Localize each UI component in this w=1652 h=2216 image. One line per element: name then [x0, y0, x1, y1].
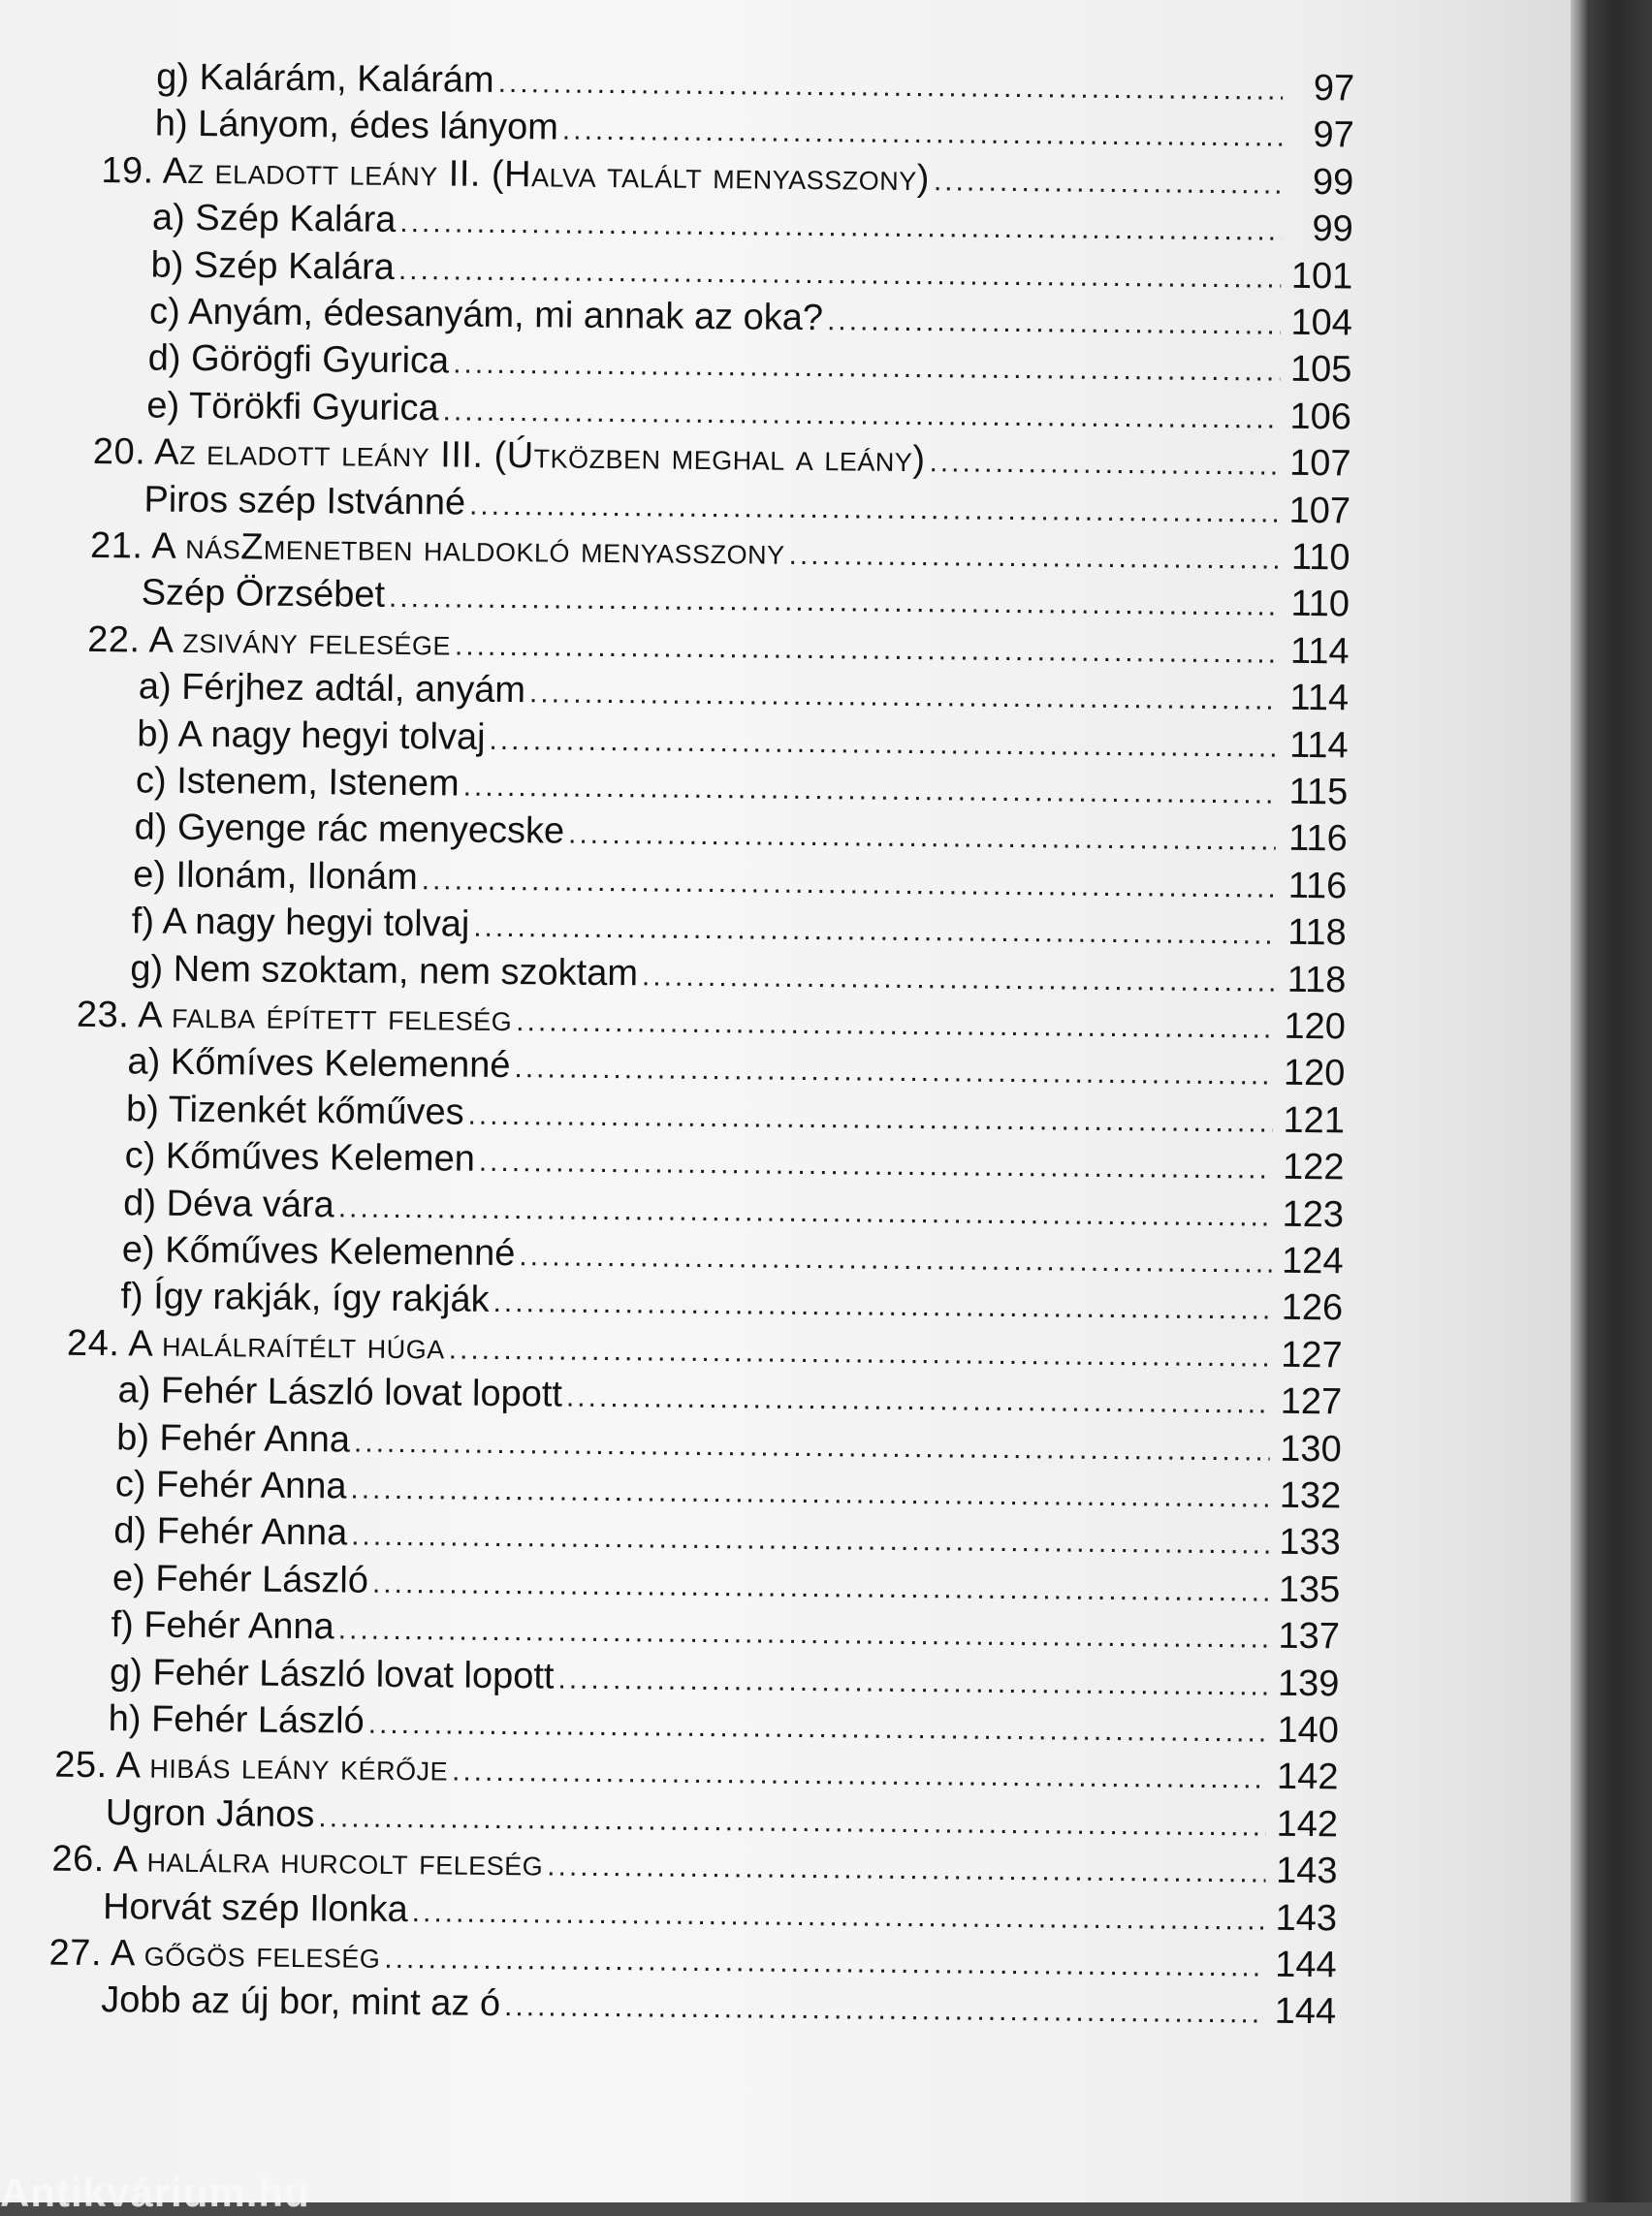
- toc-entry-title: [115, 1460, 347, 1510]
- toc-page-number: 121: [1283, 1099, 1346, 1142]
- toc-entry-text: Az eladott leány II. (Halva talált menyasszony): [162, 150, 931, 200]
- toc-page-number: 99: [1312, 208, 1353, 250]
- toc-entry-number: 26.: [51, 1838, 106, 1881]
- toc-entry-text: Horvát szép Ilonka: [102, 1885, 408, 1930]
- toc-entry-text: e) Törökfi Gyurica: [146, 385, 439, 429]
- toc-entry-number: 27.: [48, 1932, 103, 1975]
- toc-entry-title: [111, 1600, 334, 1651]
- toc-page-number: 135: [1278, 1568, 1341, 1611]
- toc-entry-title: [136, 756, 460, 807]
- toc-entry-title: [152, 194, 397, 244]
- toc-page-number: 110: [1290, 584, 1350, 625]
- toc-entry-text: h) Fehér László: [108, 1698, 365, 1742]
- toc-page-number: 120: [1283, 1053, 1346, 1094]
- toc-entry-text: A zsivány felesége: [148, 619, 452, 664]
- toc-page-number: 124: [1281, 1240, 1344, 1282]
- toc-entry-number: 25.: [54, 1745, 108, 1787]
- toc-entry-title: [148, 334, 450, 386]
- toc-page-number: 127: [1281, 1334, 1343, 1377]
- toc-entry-text: c) Fehér Anna: [114, 1464, 347, 1507]
- toc-page-number: 137: [1278, 1615, 1341, 1658]
- toc-entry-number: 20.: [92, 431, 146, 473]
- toc-entry-title: [123, 1179, 334, 1229]
- toc-entry-number: 21.: [89, 524, 143, 567]
- toc-page-number: 140: [1277, 1709, 1340, 1752]
- toc-entry-title: [54, 1741, 448, 1793]
- toc-entry-title: [134, 804, 564, 856]
- toc-page-number: 107: [1288, 490, 1351, 531]
- toc-page-number: 116: [1287, 865, 1348, 907]
- toc-entry-text: f) Fehér Anna: [111, 1604, 334, 1648]
- toc-entry-title: [101, 1976, 500, 2028]
- toc-entry-title: [150, 240, 395, 291]
- toc-entry-title: [156, 53, 494, 105]
- toc-page-number: 115: [1288, 771, 1349, 813]
- toc-entry-title: [120, 1273, 490, 1325]
- toc-entry-title: [113, 1507, 347, 1558]
- toc-page-number: 142: [1276, 1757, 1339, 1798]
- toc-page-number: 130: [1280, 1428, 1342, 1470]
- toc-entry-text: e) Ilonám, Ilonám: [132, 854, 418, 898]
- toc-entry-text: e) Fehér László: [111, 1557, 369, 1601]
- toc-entry-title: [117, 1366, 562, 1418]
- toc-entry-text: h) Lányom, édes lányom: [154, 103, 559, 148]
- toc-entry-title: [126, 1085, 464, 1136]
- toc-page-number: 143: [1275, 1850, 1338, 1892]
- toc-page-number: 114: [1289, 630, 1350, 673]
- toc-entry-title: [108, 1694, 364, 1746]
- toc-entry-title: [143, 475, 465, 526]
- toc-entry-title: [110, 1648, 555, 1700]
- toc-entry-text: Piros szép Istvánné: [143, 479, 466, 523]
- toc-entry-text: Az eladott leány III. (Útközben meghal a leány): [154, 431, 926, 481]
- toc-page-number: 104: [1290, 301, 1353, 344]
- toc-entry-title: [67, 1319, 445, 1372]
- toc-entry-text: b) Tizenkét kőműves: [125, 1089, 464, 1133]
- toc-entry-text: b) Szép Kalára: [150, 244, 396, 288]
- toc-page-number: 106: [1289, 396, 1352, 438]
- toc-entry-text: b) A nagy hegyi tolvaj: [137, 712, 486, 758]
- toc-page-number: 123: [1282, 1193, 1345, 1235]
- toc-page-number: 116: [1287, 818, 1348, 860]
- toc-page-number: 101: [1290, 255, 1353, 297]
- toc-entry-text: c) Istenem, Istenem: [135, 760, 460, 805]
- toc-page-number: 126: [1281, 1287, 1344, 1329]
- toc-entry-number: 24.: [66, 1322, 120, 1365]
- toc-entry-text: Ugron János: [105, 1791, 315, 1835]
- toc-entry-title: [130, 944, 638, 997]
- toc-entry-text: f) Így rakják, így rakják: [120, 1276, 490, 1321]
- toc-entry-text: c) Kőműves Kelemen: [124, 1135, 476, 1180]
- toc-entry-title: [106, 1789, 315, 1839]
- toc-entry-text: A násZmenetben haldokló menyasszony: [151, 525, 785, 573]
- toc-entry-text: A hibás leány kérője: [115, 1745, 449, 1789]
- toc-page-number: 144: [1274, 1991, 1337, 2033]
- toc-page-number: 97: [1313, 68, 1355, 110]
- toc-entry-text: b) Fehér Anna: [116, 1416, 351, 1461]
- toc-entry-title: [122, 1225, 516, 1278]
- toc-entry-title: [149, 287, 823, 342]
- book-spine: [1571, 0, 1652, 2202]
- toc-entry-title: [90, 522, 785, 577]
- toc-page-number: 144: [1274, 1944, 1337, 1986]
- toc-entry-text: a) Szép Kalára: [151, 197, 397, 241]
- toc-page-number: 142: [1276, 1803, 1339, 1846]
- toc-entry-title: [77, 991, 513, 1043]
- toc-entry-title: [133, 850, 418, 902]
- toc-entry-text: A halálraítélt húga: [128, 1323, 445, 1368]
- toc-entry-title: [112, 1554, 368, 1605]
- toc-entry-text: d) Fehér Anna: [113, 1510, 348, 1554]
- toc-entry-title: [139, 663, 526, 715]
- toc-entry-title: [87, 616, 451, 668]
- toc-page-number: 122: [1282, 1146, 1345, 1188]
- toc-entry-text: a) Kőmíves Kelemenné: [127, 1041, 511, 1087]
- toc-entry-number: 23.: [76, 994, 130, 1036]
- toc-entry-text: Jobb az új bor, mint az ó: [100, 1979, 501, 2025]
- toc-entry-title: [146, 381, 439, 432]
- toc-entry-text: A halálra hurcolt feleség: [112, 1839, 544, 1884]
- toc-entry-text: e) Kőműves Kelemenné: [121, 1229, 516, 1275]
- toc-entry-text: a) Fehér László lovat lopott: [117, 1370, 563, 1415]
- toc-page-number: 107: [1288, 442, 1351, 485]
- toc-entry-text: g) Kalárám, Kalárám: [156, 56, 494, 101]
- toc-entry-title: [132, 898, 470, 949]
- toc-entry-title: [51, 1835, 543, 1888]
- toc-entry-title: [116, 1413, 350, 1464]
- toc-page-number: 110: [1290, 536, 1350, 579]
- toc-page-number: 118: [1287, 959, 1347, 1000]
- toc-page-number: 132: [1279, 1474, 1342, 1517]
- toc-entry-text: d) Gyenge rác menyecske: [134, 807, 565, 853]
- toc-page-number: 139: [1277, 1662, 1340, 1704]
- toc-entry-number: 19.: [101, 149, 154, 192]
- toc-page-number: 99: [1312, 161, 1354, 204]
- toc-page-number: 127: [1280, 1380, 1343, 1423]
- watermark: Antikvárium.hu: [0, 2169, 310, 2215]
- toc-entry-text: A gőgös feleség: [110, 1933, 381, 1977]
- toc-page-number: 114: [1288, 724, 1349, 766]
- dot-leader: [504, 1982, 1265, 2039]
- toc-page-number: 114: [1289, 677, 1350, 719]
- toc-entry-title: [155, 100, 559, 152]
- toc-entry-text: c) Anyám, édesanyám, mi annak az oka?: [148, 291, 824, 339]
- toc-entry-text: A falba épített feleség: [138, 995, 513, 1040]
- toc-entry-text: f) A nagy hegyi tolvaj: [131, 901, 470, 945]
- toc-entry-title: [124, 1131, 475, 1183]
- toc-entry-title: [141, 569, 385, 619]
- toc-entry-text: a) Férjhez adtál, anyám: [138, 666, 526, 712]
- toc-page-number: 105: [1289, 349, 1352, 391]
- toc-entry-title: [48, 1929, 380, 1980]
- toc-entry-text: d) Görögfi Gyurica: [147, 337, 450, 382]
- toc-entry-title: [137, 710, 486, 761]
- toc-entry-title: [103, 1883, 408, 1934]
- toc-page-number: 97: [1313, 114, 1354, 156]
- toc-page-number: 118: [1287, 911, 1348, 954]
- toc-page-number: 143: [1275, 1897, 1338, 1939]
- toc-entry-text: g) Nem szoktam, nem szoktam: [130, 947, 639, 994]
- toc-entry-number: 22.: [87, 618, 141, 661]
- toc-entry-title: [127, 1038, 510, 1091]
- toc-entry-text: g) Fehér László lovat lopott: [109, 1651, 555, 1697]
- toc-page-number: 133: [1279, 1522, 1341, 1564]
- toc-entry-text: d) Déva vára: [123, 1182, 335, 1225]
- toc-entry-text: Szép Örzsébet: [141, 572, 386, 617]
- toc-page-number: 120: [1284, 1005, 1347, 1048]
